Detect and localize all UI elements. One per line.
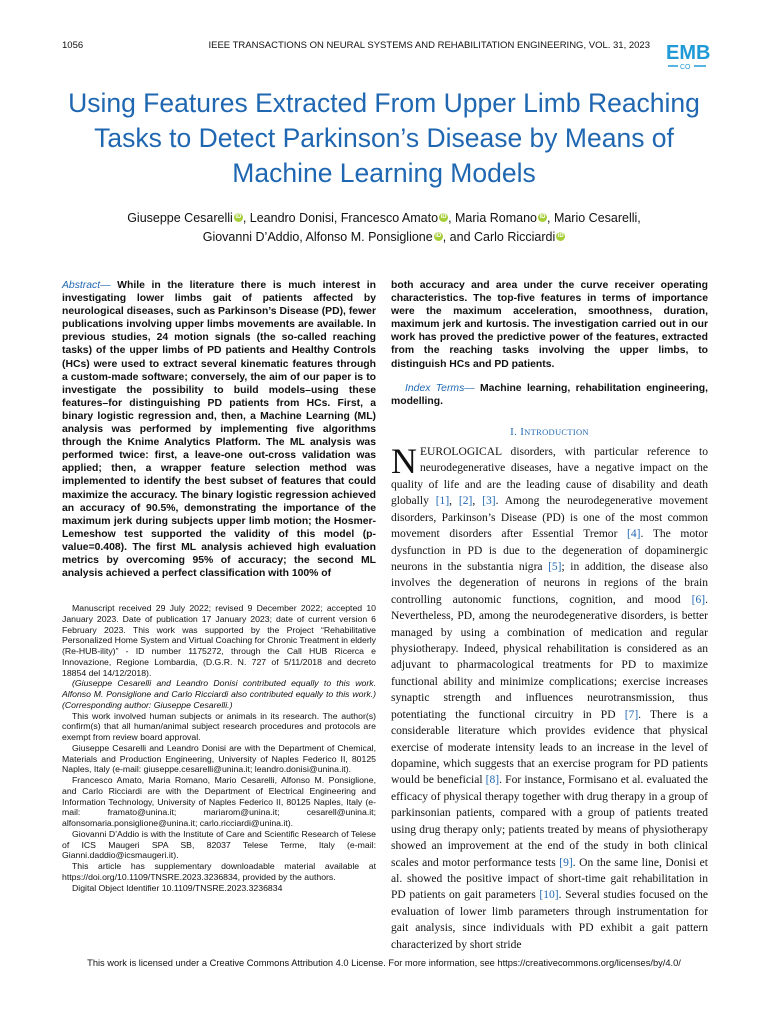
svg-text:EMB: EMB <box>666 42 711 64</box>
citation-link[interactable]: [6] <box>691 593 706 606</box>
footnote-affiliation: Francesco Amato, Maria Romano, Mario Cesarelli, Alfonso M. Ponsiglione, and Carlo Ricciardi are with the Department of Electrical Engineering and Information Technology, University of Naples Federico II, 80125 Naples, Italy (e-mail: framato@unina.it; mariarom@unina.it; cesarell@unina.it; alfonsomaria.ponsiglione@unina.it; carlo.ricciardi@unina.it). <box>62 775 376 828</box>
svg-text:CO: CO <box>680 64 691 71</box>
citation-link[interactable]: [7] <box>624 708 639 721</box>
citation-link[interactable]: [2] <box>458 495 473 508</box>
orcid-icon[interactable]: iD <box>539 214 546 220</box>
paper-title: Using Features Extracted From Upper Limb Reaching Tasks to Detect Parkinson’s Disease by Means of Machine Learning Models <box>68 88 700 188</box>
footnote-affiliation: Giuseppe Cesarelli and Leandro Donisi are with the Department of Chemical, Materials and Production Engineering, University of Naples Federico II, 80125 Naples, Italy (e-mail: giuseppe.cesarelli@unina.it; leandro.donisi@unina.it). <box>62 742 376 775</box>
author-list: Giuseppe Cesarelli iD , Leandro Donisi, Francesco Amato iD , Maria Romano iD , Mario Cesarelli, Giovanni D’Addio, Alfonso M. Ponsiglione iD , and Carlo Ricciardi iD <box>127 211 641 244</box>
citation-link[interactable]: [9] <box>559 856 573 869</box>
journal-name: IEEE TRANSACTIONS ON NEURAL SYSTEMS AND REHABILITATION ENGINEERING, VOL. 31, 2023 <box>208 40 650 51</box>
footnote-doi: Digital Object Identifier 10.1109/TNSRE.2023.3236834 <box>72 882 283 893</box>
orcid-icon[interactable]: iD <box>235 214 242 220</box>
index-terms-label: Index Terms— <box>405 382 475 394</box>
citation-link[interactable]: [4] <box>627 528 641 541</box>
license-notice: This work is licensed under a Creative Commons Attribution 4.0 License. For more information, see https://creativecommons.org/licenses/by/4.0/ <box>87 958 681 968</box>
emb-logo <box>662 37 712 73</box>
intro-text: NEUROLOGICAL disorders, with particular reference to neurodegenerative diseases, have a negative impact on the quality of life and are the leading cause of disability and death globally [1], [2], [3]. Among the neurodegenerative movement disorders, Parkinson’s Disease (PD) is one of the most common movement disorders after Essential Tremor [4]. The motor dysfunction in PD is due to the degeneration of dopaminergic neurons in the substantia nigra [5]; in addition, the disease also involves the degeneration of neurons in regions of the brain controlling autonomic functions, cognition, and mood [6]. Nevertheless, PD, among the neurodegenerative disorders, is better managed by using a combination of medication and regular physiotherapy. Indeed, physical rehabilitation is considered as an adjuvant to pharmacological treatments for PD to maximize functional ability and minimize complications; exercise increases synaptic strength and influences neurotransmission, thus potentiating the functional circuitry in PD [7]. There is a considerable literature which provides evidence that physical exercise of moderate intensity leads to an increase in the level of dopamine, which suggests that an exercise program for PD patients would be beneficial [8]. For instance, Formisano et al. evaluated the efficacy of physical therapy together with drug therapy in a group of parkinsonian patients, compared with a group of patients treated using drug therapy only; patients treated by means of physiotherapy showed an improvement at the end of the study in both clinical scales and motor performance tests [9]. On the same line, Donisi et al. showed the positive impact of short-time gait rehabilitation in PD patients on gait parameters [10]. Several studies focused on the evaluation of lower limb parameters through instrumentation for gait analysis, since individuals with PD exhibit a gait pattern characterized by short stride <box>391 441 709 951</box>
citation-link[interactable]: [10] <box>539 889 559 902</box>
footnote-affiliation: Giovanni D’Addio is with the Institute of Care and Scientific Research of Telese of ICS Maugeri SPA SB, 82037 Telese Terme, Italy (e-mail: Gianni.daddio@icsmaugeri.it). <box>62 828 376 861</box>
footnote-contribution: (Giuseppe Cesarelli and Leandro Donisi contributed equally to this work. Alfonso M. Ponsiglione and Carlo Ricciardi also contributed equally to this work.) (Corresponding author: Giuseppe Cesarelli.) <box>62 678 376 710</box>
page-number: 1056 <box>62 40 84 51</box>
footnote-ethics: This work involved human subjects or animals in its research. The author(s) confirm(s) that all human/animal subject research procedures and protocols are exempt from review board approval. <box>62 710 376 742</box>
running-header <box>62 40 708 56</box>
abstract-label: Abstract— <box>62 280 111 291</box>
citation-link[interactable]: [5] <box>548 560 562 573</box>
orcid-icon[interactable]: iD <box>557 233 564 239</box>
emb-logo-icon <box>662 37 712 73</box>
orcid-icon[interactable]: iD <box>435 233 442 239</box>
orcid-icon[interactable]: iD <box>440 214 447 220</box>
drop-cap: N <box>391 441 417 481</box>
abstract-text-cont: both accuracy and area under the curve receiver operating characteristics. The top-five features in terms of importance were the maximum acceleration, smoothness, duration, maximum jerk and kurtosis. The investigation carried out in our work has proved the predictive power of the features, extracted from the reaching tasks involving the upper limbs, to distinguish HCs and PD patients. <box>391 280 708 370</box>
footnote-supplementary: This article has supplementary downloadable material available at https://doi.org/10.1109/TNSRE.2023.3236834, provided by the authors. <box>62 861 376 882</box>
citation-link[interactable]: [3] <box>482 495 496 508</box>
citation-link[interactable]: [1] <box>435 495 450 508</box>
index-terms: Index Terms— Machine learning, rehabilitation engineering, modelling. <box>391 382 708 407</box>
abstract-text: Abstract— While in the literature there is much interest in investigating lower limbs gait of patients affected by neurological diseases, such as Parkinson’s Disease (PD), fewer publications involving upper limbs movements are available. In previous studies, 24 motion signals (the so-called reaching tasks) of the upper limbs of PD patients and Healthy Controls (HCs) were used to extract several kinematic features through a custom-made software; conversely, the aim of our paper is to investigate the possibility to build models–using these features–for distinguishing PD patients from HCs. First, a binary logistic regression and, then, a Machine Learning (ML) analysis was performed by implementing five algorithms through the Knime Analytics Platform. The ML analysis was performed twice: first, a leave-one out-cross validation was applied; then, a wrapper feature selection method was implemented to identify the best subset of features that could maximize the accuracy. The binary logistic regression achieved an accuracy of 90.5%, demonstrating the importance of the maximum jerk during subjects upper limb motion; the Hosmer-Lemeshow test supported the validity of this model (p-value=0.408). The first ML analysis achieved high evaluation metrics by overcoming 95% of accuracy; the second ML analysis achieved a perfect classification with 100% of <box>62 280 376 580</box>
section-heading: I. INTRODUCTION <box>510 425 589 438</box>
abstract-right <box>391 279 708 438</box>
footnote-manuscript: Manuscript received 29 July 2022; revised 9 December 2022; accepted 10 January 2023. Date of publication 17 January 2023; date of current version 6 February 2023. This work was supported by the Project “Rehabilitative Personalized Home System and Virtual Coaching for Chronic Treatment in elderly (Re-HUB-ility)” - ID number 1175272, through the Call HUB Ricerca e Innovazione, Regione Lombardia, (D.G.R. N. 727 of 5/11/2018 and decreto 18854 del 14/12/2018). <box>62 603 376 678</box>
citation-link[interactable]: [8] <box>485 774 500 787</box>
abstract-left <box>62 279 376 580</box>
footnotes <box>62 603 376 893</box>
